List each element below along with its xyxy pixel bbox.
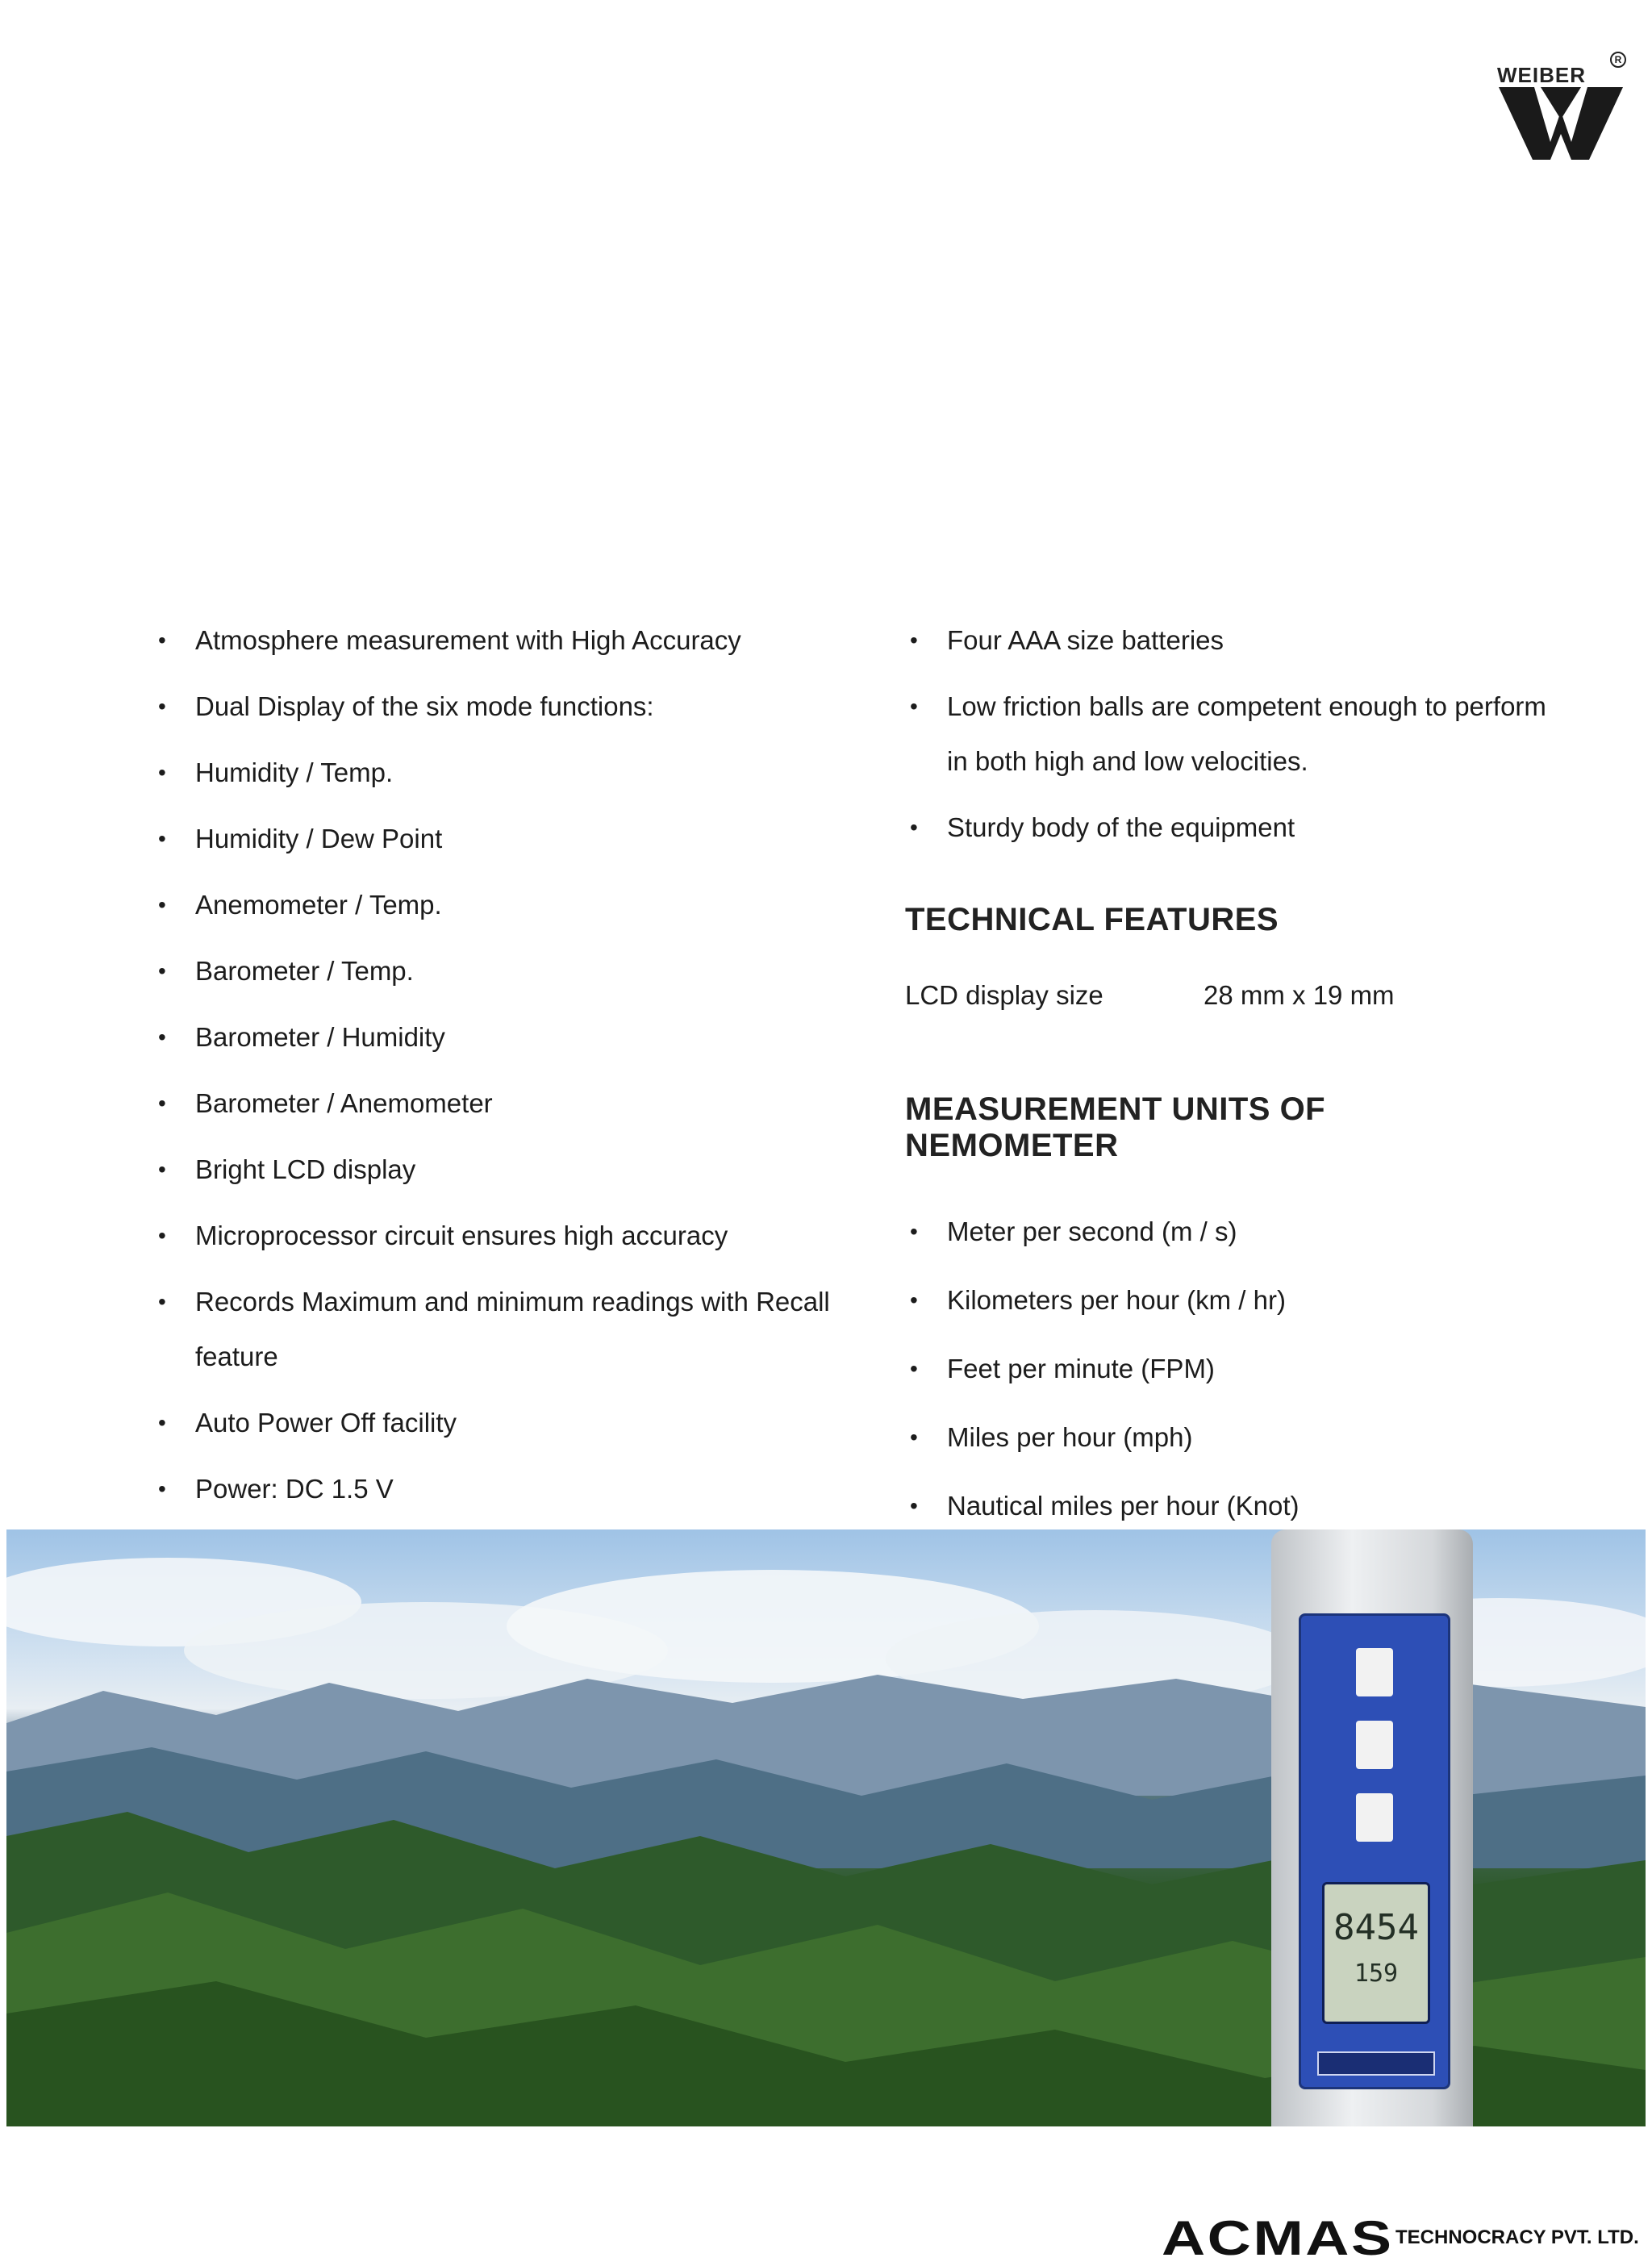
acmas-logo: ACMAS: [1162, 2211, 1394, 2265]
weiber-brand-text: WEIBER: [1497, 63, 1586, 87]
lcd-sub-reading: 159: [1354, 1959, 1399, 1988]
list-item: • Feet per minute (FPM): [905, 1342, 1518, 1396]
technical-features-heading: TECHNICAL FEATURES: [905, 902, 1279, 937]
device-button: [1356, 1648, 1393, 1696]
list-item: • Auto Power Off facility: [153, 1396, 863, 1450]
list-item: • Barometer / Anemometer: [153, 1076, 863, 1131]
lcd-size-value: 28 mm x 19 mm: [1204, 980, 1395, 1010]
list-item: • Bright LCD display: [153, 1142, 863, 1197]
list-item: • Humidity / Temp.: [153, 745, 863, 800]
list-item: • Humidity / Dew Point: [153, 812, 863, 866]
left-features-list: [153, 613, 863, 1517]
mountain-landscape-photo: [6, 1529, 1646, 2126]
right-features-column: [905, 613, 1546, 1547]
list-item: • Miles per hour (mph): [905, 1410, 1518, 1465]
acmas-tagline: TECHNOCRACY PVT. LTD.: [1395, 2226, 1639, 2248]
list-item: • Power: DC 1.5 V: [153, 1462, 863, 1517]
left-features-column: [153, 613, 863, 1528]
units-list: [905, 1204, 1518, 1534]
list-item: • Records Maximum and minimum readings with Recall feature: [153, 1275, 841, 1384]
lcd-main-reading: 8454: [1333, 1907, 1419, 1948]
measurement-units-heading: MEASUREMENT UNITS OF NEMOMETER: [905, 1091, 1326, 1163]
list-item: • Nautical miles per hour (Knot): [905, 1479, 1518, 1534]
list-item: • Dual Display of the six mode functions:: [153, 679, 863, 734]
list-item: • Microprocessor circuit ensures high accuracy: [153, 1208, 863, 1263]
list-item: • Sturdy body of the equipment: [905, 800, 1518, 855]
weiber-w-icon: [1492, 47, 1629, 168]
list-item: • Barometer / Temp.: [153, 944, 863, 999]
anemometer-device: [1271, 1529, 1473, 2126]
list-item: • Meter per second (m / s): [905, 1204, 1518, 1259]
list-item: • Barometer / Humidity: [153, 1010, 863, 1065]
list-item: • Low friction balls are competent enough to perform in both high and low velocities.: [905, 679, 1560, 789]
lcd-size-label: LCD display size: [905, 980, 1103, 1010]
device-button: [1356, 1721, 1393, 1769]
list-item: • Atmosphere measurement with High Accuracy: [153, 613, 863, 668]
weiber-logo: [1492, 47, 1629, 168]
device-panel: [1299, 1613, 1450, 2089]
list-item: • Kilometers per hour (km / hr): [905, 1273, 1518, 1328]
list-item: • Four AAA size batteries: [905, 613, 1518, 668]
device-lcd: [1322, 1882, 1430, 2024]
right-features-list: [905, 613, 1546, 855]
lcd-size-row: [905, 980, 1518, 1011]
device-model-plate: [1317, 2051, 1435, 2076]
list-item: • Anemometer / Temp.: [153, 878, 863, 933]
device-button: [1356, 1793, 1393, 1842]
registered-mark: R: [1610, 52, 1626, 68]
